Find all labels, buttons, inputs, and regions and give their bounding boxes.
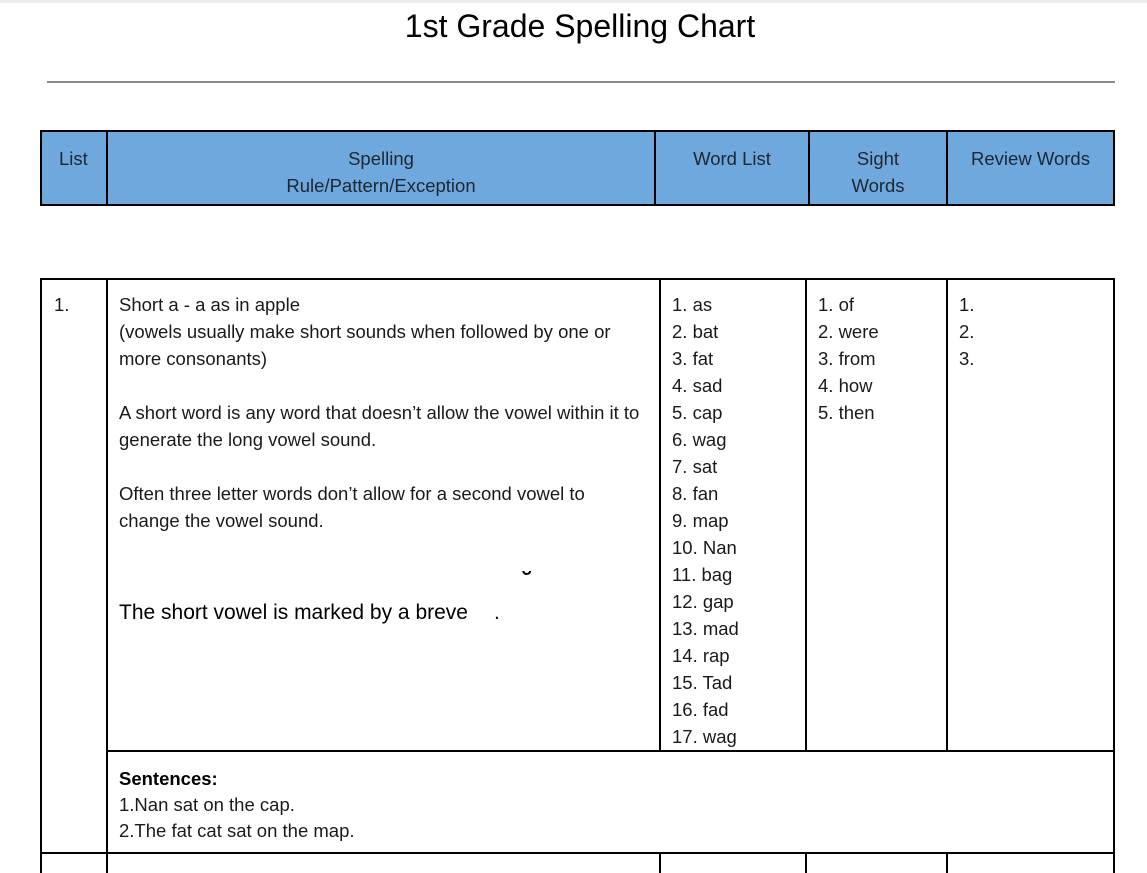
header-list: List	[41, 131, 107, 205]
horizontal-rule	[47, 81, 1115, 83]
rule-explanation: (vowels usually make short sounds when followed by one or more consonants)	[119, 321, 611, 369]
rule-short-word-definition: A short word is any word that doesn’t allow the vowel within it to generate the long vowel sound.	[119, 402, 640, 450]
sight-words-cell	[806, 279, 947, 751]
header-sight-line1: Sight	[856, 148, 900, 169]
sight-word-item: 3. from	[818, 348, 876, 369]
sight-word-item: 1. of	[818, 294, 854, 315]
word-item: 9. map	[672, 510, 729, 531]
word-item: 5. cap	[672, 402, 723, 423]
next-sight-words-cell	[806, 853, 947, 873]
rule-three-letter-note: Often three letter words don’t allow for a second vowel to change the vowel sound.	[119, 483, 585, 531]
word-item: 14. rap	[672, 645, 730, 666]
sight-word-item: 2. were	[818, 321, 879, 342]
list-number: 1.	[41, 279, 107, 853]
sight-word-item: 4. how	[818, 375, 873, 396]
header-spelling-rule	[107, 131, 655, 205]
header-review-words: Review Words	[947, 131, 1114, 205]
sentence-item: 1.Nan sat on the cap.	[119, 794, 295, 815]
sentences-row	[41, 751, 1114, 853]
header-spelling-line1: Spelling	[348, 148, 414, 169]
word-item: 12. gap	[672, 591, 734, 612]
word-item: 2. bat	[672, 321, 719, 342]
sentence-item: 2.The fat cat sat on the map.	[119, 820, 355, 841]
next-spelling-rule-cell	[107, 853, 660, 873]
sentences-label: Sentences:	[119, 768, 218, 789]
header-row	[41, 131, 1114, 205]
word-item: 10. Nan	[672, 537, 737, 558]
rule-title: Short a - a as in apple	[119, 294, 300, 315]
sentences-cell	[107, 751, 1114, 853]
header-sight-words	[809, 131, 947, 205]
word-item: 7. sat	[672, 456, 718, 477]
word-list-cell	[660, 279, 806, 751]
word-item: 4. sad	[672, 375, 723, 396]
next-review-words-cell	[947, 853, 1114, 873]
header-table	[40, 130, 1115, 206]
review-word-item: 3.	[959, 348, 975, 369]
word-item: 1. as	[672, 294, 713, 315]
next-list-number	[41, 853, 107, 873]
header-spelling-line2: Rule/Pattern/Exception	[286, 175, 476, 196]
word-item: 16. fad	[672, 699, 729, 720]
spelling-rule-cell	[107, 279, 660, 751]
list-table	[40, 278, 1115, 873]
sight-word-item: 5. then	[818, 402, 875, 423]
breve-period: .	[493, 601, 500, 624]
breve-icon: ˘	[523, 566, 532, 596]
breve-text: The short vowel is marked by a breve	[119, 601, 468, 624]
word-item: 6. wag	[672, 429, 727, 450]
word-item: 3. fat	[672, 348, 714, 369]
list-row-1	[41, 279, 1114, 751]
word-item: 11. bag	[672, 564, 733, 585]
review-words-cell	[947, 279, 1114, 751]
top-edge	[0, 0, 1147, 3]
word-item: 13. mad	[672, 618, 739, 639]
document-title: 1st Grade Spelling Chart	[404, 8, 756, 44]
word-item: 8. fan	[672, 483, 719, 504]
breve-note	[119, 566, 649, 628]
word-item: 15. Tad	[672, 672, 733, 693]
next-word-list-cell	[660, 853, 806, 873]
header-sight-line2: Words	[851, 175, 905, 196]
word-item: 17. wag	[672, 726, 737, 747]
header-word-list: Word List	[655, 131, 809, 205]
next-list-row	[41, 853, 1114, 873]
review-word-item: 2.	[959, 321, 975, 342]
review-word-item: 1.	[959, 294, 975, 315]
